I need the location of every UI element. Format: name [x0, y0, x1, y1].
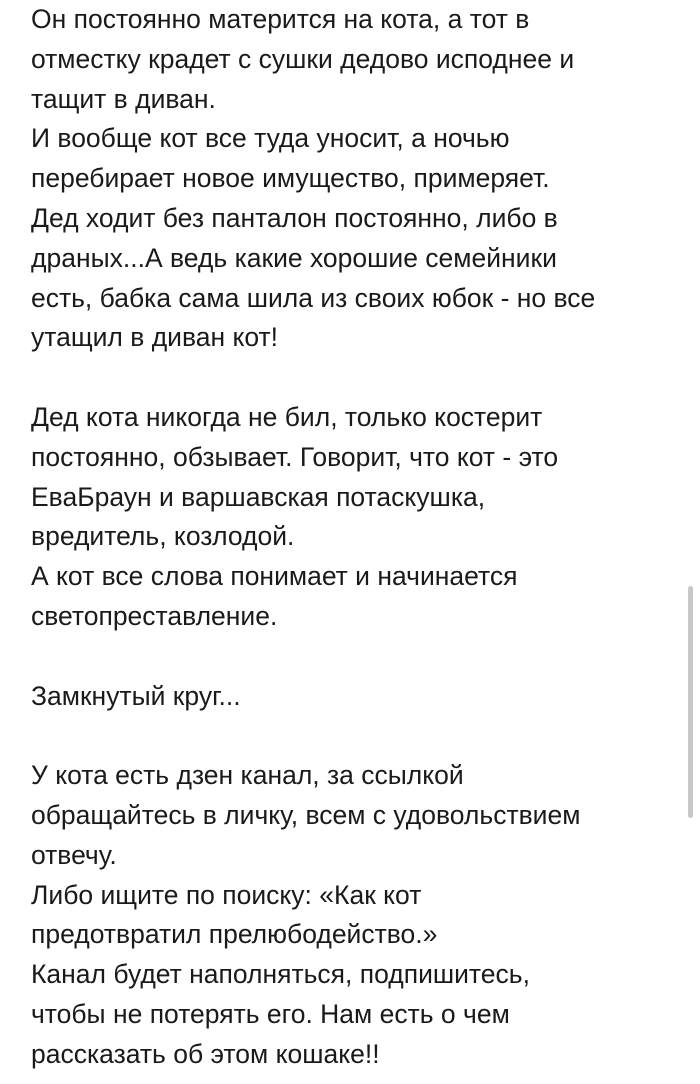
text-line: тащит в диван. — [31, 83, 216, 114]
paragraph-gap — [31, 716, 671, 756]
text-line: Он постоянно матерится на кота, а тот в — [31, 4, 530, 34]
text-line: утащил в диван кот! — [31, 322, 279, 353]
paragraph-gap — [31, 637, 671, 677]
text-line: ЕваБраун и варшавская потаскушка, — [31, 481, 486, 512]
article-body — [31, 0, 671, 1075]
text-line: И вообще кот все туда уносит, а ночью — [31, 123, 510, 154]
text-line: рассказать об этом кошаке!! — [31, 1038, 380, 1069]
text-line: постоянно, обзывает. Говорит, что кот - это — [31, 441, 559, 472]
text-line: есть, бабка сама шила из своих юбок - но все — [31, 282, 596, 313]
text-line: светопреставление. — [31, 600, 278, 631]
text-line: отвечу. — [31, 839, 117, 870]
text-line: предотвратил прелюбодейство.» — [31, 919, 438, 950]
text-line: Дед ходит без панталон постоянно, либо в — [31, 202, 558, 233]
text-line: У кота есть дзен канал, за ссылкой — [31, 760, 464, 791]
text-line: вредитель, козлодой. — [31, 521, 295, 552]
text-line: чтобы не потерять его. Нам есть о чем — [31, 998, 510, 1029]
text-line: драных...А ведь какие хорошие семейники — [31, 242, 557, 273]
text-line: Либо ищите по поиску: «Как кот — [31, 879, 422, 910]
vertical-scrollbar[interactable] — [688, 586, 693, 818]
paragraph-gap — [31, 358, 671, 398]
text-line: Дед кота никогда не бил, только костерит — [31, 401, 543, 432]
text-line: Канал будет наполняться, подпишитесь, — [31, 959, 530, 990]
text-line: перебирает новое имущество, примеряет. — [31, 163, 550, 194]
text-line: А кот все слова понимает и начинается — [31, 561, 518, 592]
text-line: обращайтесь в личку, всем с удовольствием — [31, 799, 581, 830]
text-line: отместку крадет с сушки дедово исподнее и — [31, 43, 575, 74]
text-line: Замкнутый круг... — [31, 680, 241, 711]
